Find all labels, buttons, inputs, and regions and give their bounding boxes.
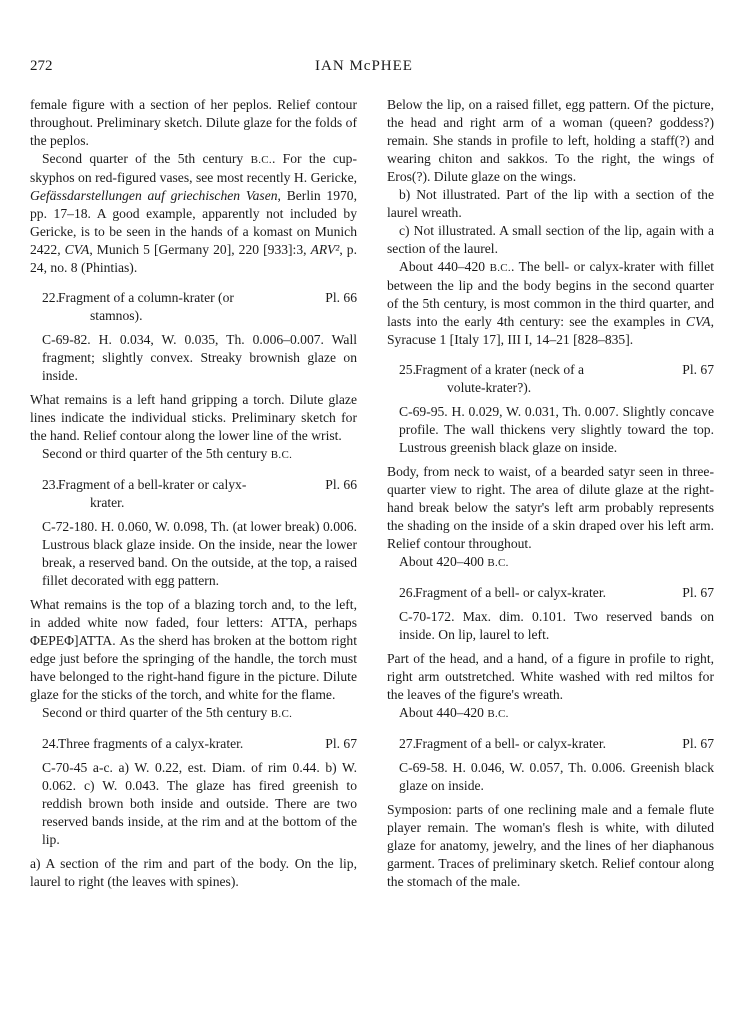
- entry-heading: 25. Fragment of a krater (neck of a volute-krater?). Pl. 67: [387, 361, 714, 397]
- entry-number: 23.: [42, 477, 59, 492]
- entry-body: What remains is a left hand gripping a torch. Dilute glaze lines indicate the individual sticks. Preliminary sketch for the hand. Relief contour along the lower line of the wrist.: [30, 392, 357, 443]
- paragraph: female figure with a section of her peplos. Relief contour throughout. Preliminary sketch. Dilute glaze for the folds of the peplos.: [30, 97, 357, 148]
- entry-description: C-69-82. H. 0.034, W. 0.035, Th. 0.006–0.007. Wall fragment; slightly convex. Streaky brownish glaze on inside.: [42, 332, 357, 383]
- entry-description: C-70-172. Max. dim. 0.101. Two reserved bands on inside. On lip, laurel to left.: [399, 609, 714, 642]
- plate-reference: Pl. 67: [682, 736, 714, 751]
- entry-description: C-69-95. H. 0.029, W. 0.031, Th. 0.007. Slightly concave profile. The wall thickens very slightly toward the top. Lustrous greenish black glaze on inside.: [399, 404, 714, 455]
- catalogue-entry-22: [30, 289, 357, 464]
- entry-number: 26.: [399, 585, 416, 600]
- entry-number: 27.: [399, 736, 416, 751]
- entry-body: Body, from neck to waist, of a bearded satyr seen in three-quarter view to right. The area of dilute glaze at the right-hand break below the satyr's left arm probably represents the shading on the inside of a skin draped over his left arm. Relief contour throughout.: [387, 464, 714, 551]
- entry-date: Second or third quarter of the 5th century B.C.: [42, 446, 293, 461]
- entry-title: Fragment of a bell-krater or calyx-: [58, 477, 247, 492]
- entry-heading: [387, 735, 714, 753]
- plate-reference: Pl. 66: [325, 290, 357, 305]
- entry-body: Symposion: parts of one reclining male and a female flute player remain. The woman's flesh is white, with diluted glaze for anatomy, jewelry, and the lines of her diaphanous garment. Traces of preliminary sketch. Relief contour along the stomach of the male.: [387, 802, 714, 889]
- entry-heading: [30, 735, 357, 753]
- page-number: 272: [30, 58, 53, 74]
- paragraph: About 440–420 B.C.. The bell- or calyx-krater with fillet between the lip and the body begins in the second quarter of the 5th century, is most common in the third quarter, and lasts into the early 4th century: see the examples in CVA, Syracuse 1 [Italy 17], III I, 14–21 [828–835].: [387, 259, 715, 347]
- plate-reference: Pl. 66: [325, 477, 357, 492]
- right-column: [387, 96, 714, 891]
- catalogue-entry-23: [30, 476, 357, 723]
- running-head: IAN McPHEE: [315, 58, 413, 74]
- entry-title: Fragment of a column-krater (or: [58, 290, 234, 305]
- entry-body: What remains is the top of a blazing torch and, to the left, in added white now faded, four letters: ΑΤΤΑ, perhaps ΦΕΡΕΦ]ΑΤΤΑ. As the sherd has broken at the bottom right edge just before the springing of the handle, the torch must have belonged to the right-hand figure in the picture. Dilute glaze for the sticks of the torch, and white for the flame.: [30, 597, 357, 702]
- entry-date: About 420–400 B.C.: [399, 554, 509, 569]
- entry-date: About 440–420 B.C.: [399, 705, 509, 720]
- entry-body: a) A section of the rim and part of the body. On the lip, laurel to right (the leaves with spines).: [30, 856, 357, 889]
- entry-body: Part of the head, and a hand, of a figure in profile to right, right arm outstretched. White washed with red miltos for the leaves of the figure's wreath.: [387, 651, 714, 702]
- entry-description: C-72-180. H. 0.060, W. 0.098, Th. (at lower break) 0.006. Lustrous black glaze inside. On the inside, near the lower break, a reserved band. On the outside, at the top, a raised fillet decorated with egg pattern.: [42, 519, 357, 588]
- paragraph: b) Not illustrated. Part of the lip with a section of the laurel wreath.: [387, 187, 714, 220]
- entry-title: Three fragments of a calyx-krater.: [58, 736, 244, 751]
- plate-reference: Pl. 67: [325, 736, 357, 751]
- plate-reference: Pl. 67: [682, 585, 714, 600]
- entry-description: C-70-45 a-c. a) W. 0.22, est. Diam. of rim 0.44. b) W. 0.062. c) W. 0.043. The glaze has fired greenish to reddish brown both inside and outside. There are two reserved bands inside, at the rim and at the bottom of the lip.: [42, 760, 357, 847]
- catalogue-entry-27: [387, 735, 714, 891]
- entry-date: Second or third quarter of the 5th century B.C.: [42, 705, 293, 720]
- paragraph: c) Not illustrated. A small section of the lip, again with a section of the laurel.: [387, 223, 714, 256]
- entry-heading: 22. Fragment of a column-krater (or stamnos). Pl. 66: [30, 289, 357, 325]
- paragraph: Below the lip, on a raised fillet, egg pattern. Of the picture, the head and right arm of a woman (queen? goddess?) remain. She stands in profile to left, holding a staff(?) and wearing chiton and sakkos. To the right, the wings of Eros(?). Dilute glaze on the wings.: [387, 97, 714, 184]
- catalogue-entry-26: [387, 584, 714, 723]
- entry-heading: 23. Fragment of a bell-krater or calyx- krater. Pl. 66: [30, 476, 357, 512]
- catalogue-entry-24: [30, 735, 357, 891]
- entry-number: 22.: [42, 290, 59, 305]
- paragraph: Second quarter of the 5th century B.C.. For the cup-skyphos on red-figured vases, see most recently H. Gericke, Gefässdarstellungen auf griechischen Vasen, Berlin 1970, pp. 17–18. A good example, apparently not included by Gericke, is to be seen in the hands of a komast on Munich 2422, CVA, Munich 5 [Germany 20], 220 [933]:3, ARV², p. 24, no. 8 (Phintias).: [30, 151, 357, 275]
- entry-title: Fragment of a bell- or calyx-krater.: [415, 736, 606, 751]
- page-header: [30, 58, 698, 78]
- entry-number: 25.: [399, 362, 416, 377]
- catalogue-entry-25: [387, 361, 714, 572]
- plate-reference: Pl. 67: [682, 362, 714, 377]
- entry-title: Fragment of a bell- or calyx-krater.: [415, 585, 606, 600]
- entry-heading: [387, 584, 714, 602]
- entry-description: C-69-58. H. 0.046, W. 0.057, Th. 0.006. Greenish black glaze on inside.: [399, 760, 714, 793]
- entry-number: 24.: [42, 736, 59, 751]
- left-column: [30, 96, 357, 891]
- entry-title: Fragment of a krater (neck of a: [415, 362, 585, 377]
